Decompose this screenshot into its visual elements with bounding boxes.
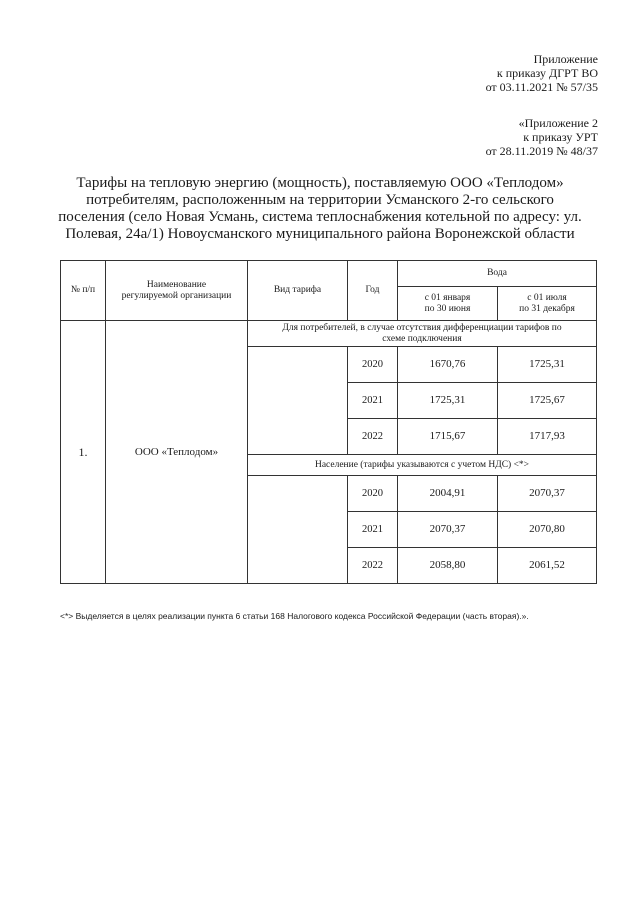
year-cell: 2022 [348, 548, 398, 584]
attachment2-order: к приказу УРТ [523, 130, 598, 144]
header-period-1-line2: по 30 июня [424, 303, 471, 314]
value-period-2: 1717,93 [498, 419, 597, 455]
header-period-2-line2: по 31 декабря [519, 303, 575, 314]
value-period-1: 2070,37 [398, 512, 498, 548]
title-line-4: Полевая, 24а/1) Новоусманского муниципального района Воронежской области [65, 226, 575, 242]
attachment-header [486, 52, 598, 94]
tariff-table [60, 260, 597, 584]
section-consumers-line1: Для потребителей, в случае отсутствия дифференциации тарифов по [282, 322, 562, 333]
header-number: № п/п [61, 261, 106, 321]
value-period-1: 1715,67 [398, 419, 498, 455]
tariff-type-cell [248, 347, 348, 455]
attachment2-label: «Приложение 2 [518, 116, 598, 130]
header-organization [106, 261, 248, 321]
header-period-2-line1: с 01 июля [527, 292, 567, 303]
title-line-3: поселения (село Новая Усмань, система теплоснабжения котельной по адресу: ул. [58, 209, 582, 225]
year-cell: 2021 [348, 383, 398, 419]
value-period-2: 2070,37 [498, 476, 597, 512]
header-organization-line2: регулируемой организации [121, 290, 232, 301]
year-cell: 2021 [348, 512, 398, 548]
value-period-1: 2058,80 [398, 548, 498, 584]
header-year: Год [348, 261, 398, 321]
organization-name: ООО «Теплодом» [106, 321, 248, 584]
attachment-date: от 03.11.2021 № 57/35 [485, 80, 598, 94]
table-header-row [61, 261, 597, 287]
header-period-1 [398, 287, 498, 321]
year-cell: 2020 [348, 347, 398, 383]
title-line-2: потребителям, расположенным на территории Усманского 2-го сельского [86, 192, 554, 208]
section-population-label: Население (тарифы указываются с учетом НДС) <*> [248, 455, 597, 476]
section-row-consumers [61, 321, 597, 347]
header-tariff-type: Вид тарифа [248, 261, 348, 321]
header-period-1-line1: с 01 января [424, 292, 471, 303]
value-period-1: 1670,76 [398, 347, 498, 383]
title-line-1: Тарифы на тепловую энергию (мощность), поставляемую ООО «Теплодом» [76, 175, 564, 191]
value-period-2: 2061,52 [498, 548, 597, 584]
attachment2-date: от 28.11.2019 № 48/37 [485, 144, 598, 158]
tariff-type-cell [248, 476, 348, 584]
year-cell: 2020 [348, 476, 398, 512]
row-number: 1. [61, 321, 106, 584]
value-period-2: 1725,31 [498, 347, 597, 383]
header-period-2 [498, 287, 597, 321]
value-period-2: 1725,67 [498, 383, 597, 419]
header-water: Вода [398, 261, 597, 287]
section-consumers-line2: схеме подключения [382, 333, 462, 344]
year-cell: 2022 [348, 419, 398, 455]
value-period-1: 2004,91 [398, 476, 498, 512]
attachment-label: Приложение [533, 52, 598, 66]
header-organization-line1: Наименование [146, 279, 207, 290]
attachment-header-2 [486, 116, 598, 158]
footnote: <*> Выделяется в целях реализации пункта 6 статьи 168 Налогового кодекса Российской Федерации (часть вторая).». [60, 611, 529, 621]
document-title [40, 175, 600, 243]
value-period-2: 2070,80 [498, 512, 597, 548]
attachment-order: к приказу ДГРТ ВО [496, 66, 598, 80]
section-consumers-label [248, 321, 597, 347]
value-period-1: 1725,31 [398, 383, 498, 419]
